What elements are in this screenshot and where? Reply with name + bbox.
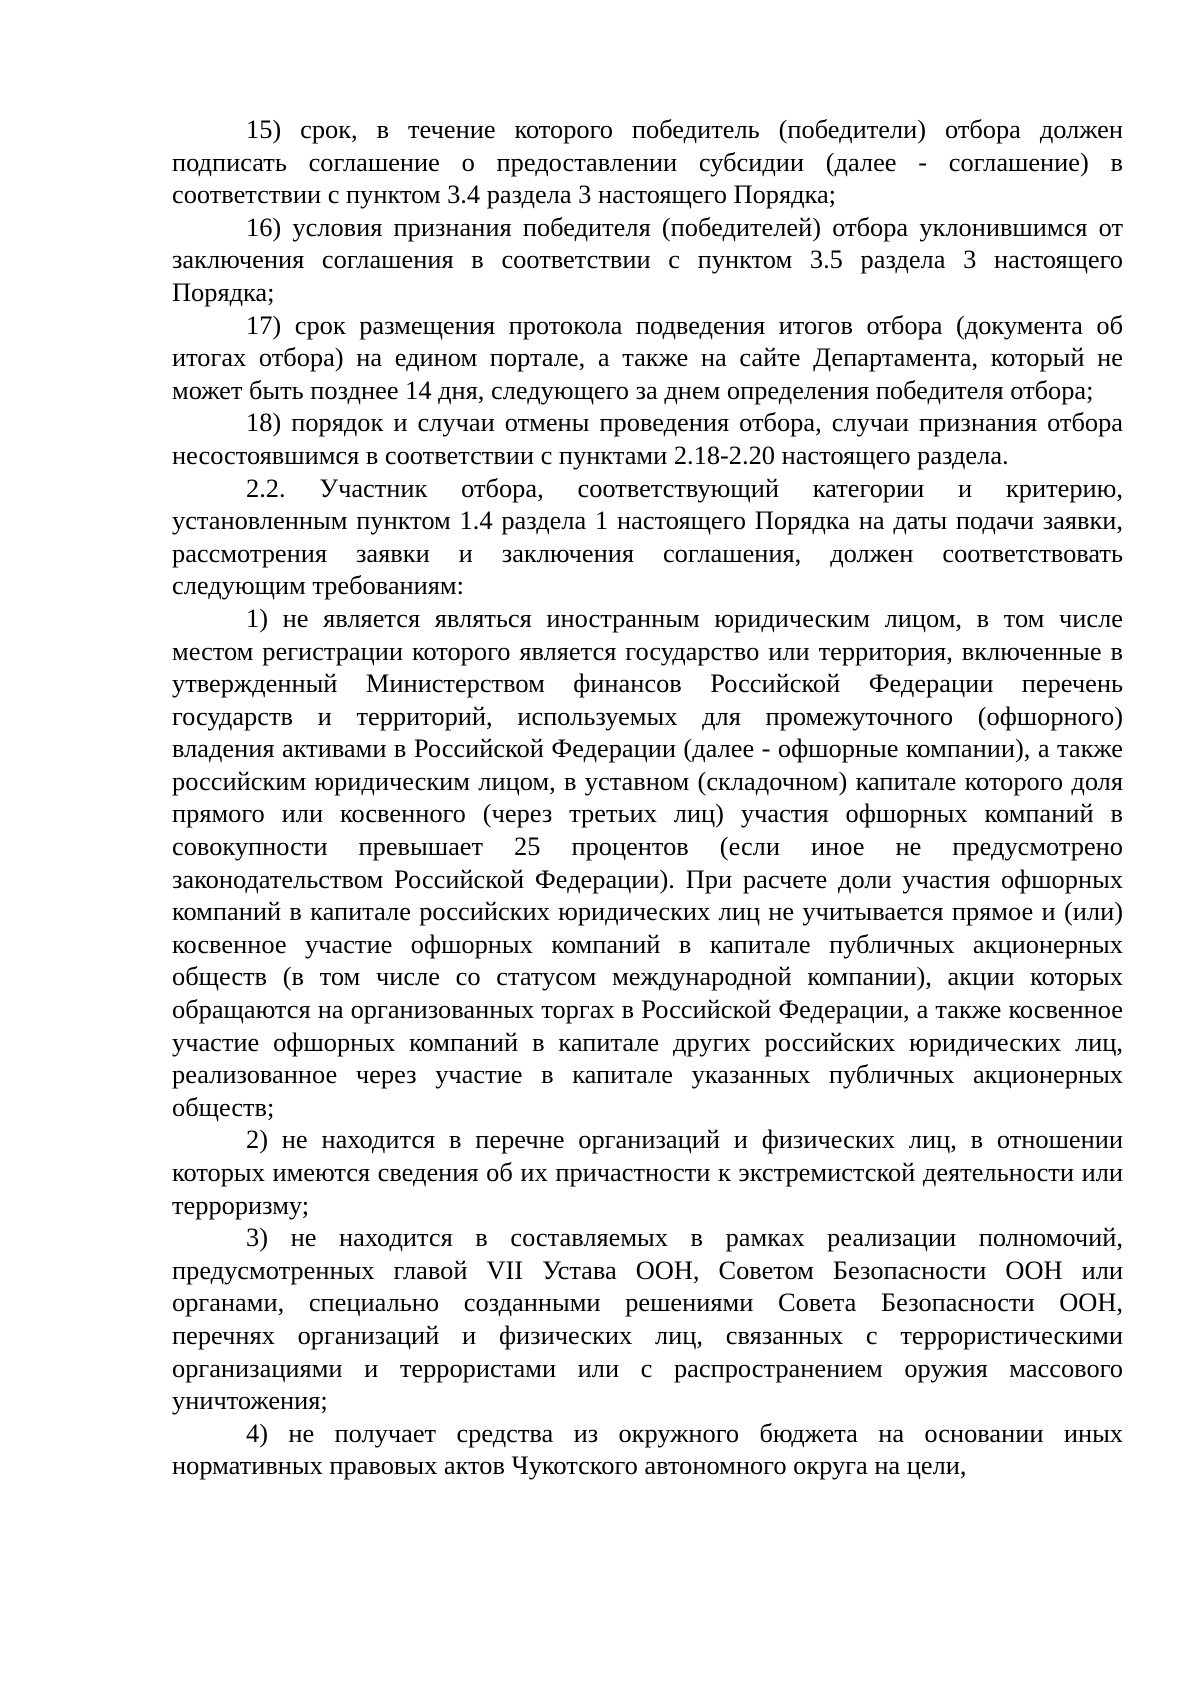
paragraph-section-2-2: 2.2. Участник отбора, соответствующий категории и критерию, установленным пунктом 1.4 раздела 1 настоящего Порядка на даты подачи заявки, рассмотрения заявки и заключения соглашения, должен соответствовать следующим требованиям: [172,472,1123,601]
paragraph-item-18: 18) порядок и случаи отмены проведения отбора, случаи признания отбора несостоявшимся в соответствии с пунктами 2.18-2.20 настоящего раздела. [172,407,1123,470]
paragraph-item-16: 16) условия признания победителя (победителей) отбора уклонившимся от заключения соглашения в соответствии с пунктом 3.5 раздела 3 настоящего Порядка; [172,211,1123,307]
paragraph-item-15: 15) срок, в течение которого победитель (победители) отбора должен подписать соглашение о предоставлении субсидии (далее - соглашение) в соответствии с пунктом 3.4 раздела 3 настоящего Порядка; [172,114,1123,210]
paragraph-requirement-2: 2) не находится в перечне организаций и физических лиц, в отношении которых имеются сведения об их причастности к экстремистской деятельности или терроризму; [172,1124,1123,1220]
paragraph-requirement-3: 3) не находится в составляемых в рамках реализации полномочий, предусмотренных главой VII Устава ООН, Советом Безопасности ООН или органами, специально созданными решениями Совета Безопасности ООН, перечнях организаций и физических лиц, связанных с террористическими организациями и террористами или с распространением оружия массового уничтожения; [172,1222,1123,1416]
paragraph-requirement-4: 4) не получает средства из окружного бюджета на основании иных нормативных правовых актов Чукотского автономного округа на цели, [172,1417,1123,1481]
document-body [172,113,1123,1482]
paragraph-item-17: 17) срок размещения протокола подведения итогов отбора (документа об итогах отбора) на едином портале, а также на сайте Департамента, который не может быть позднее 14 дня, следующего за днем определения победителя отбора; [172,309,1123,405]
paragraph-requirement-1: 1) не является являться иностранным юридическим лицом, в том числе местом регистрации которого является государство или территория, включенные в утвержденный Министерством финансов Российской Федерации перечень государств и территорий, используемых для промежуточного (офшорного) владения активами в Российской Федерации (далее - офшорные компании), а также российским юридическим лицом, в уставном (складочном) капитале которого доля прямого или косвенного (через третьих лиц) участия офшорных компаний в совокупности превышает 25 процентов (если иное не предусмотрено законодательством Российской Федерации). При расчете доли участия офшорных компаний в капитале российских юридических лиц не учитывается прямое и (или) косвенное участие офшорных компаний в капитале публичных акционерных обществ (в том числе со статусом международной компании), акции которых обращаются на организованных торгах в Российской Федерации, а также косвенное участие офшорных компаний в капитале других российских юридических лиц, реализованное через участие в капитале указанных публичных акционерных обществ; [172,602,1123,1122]
